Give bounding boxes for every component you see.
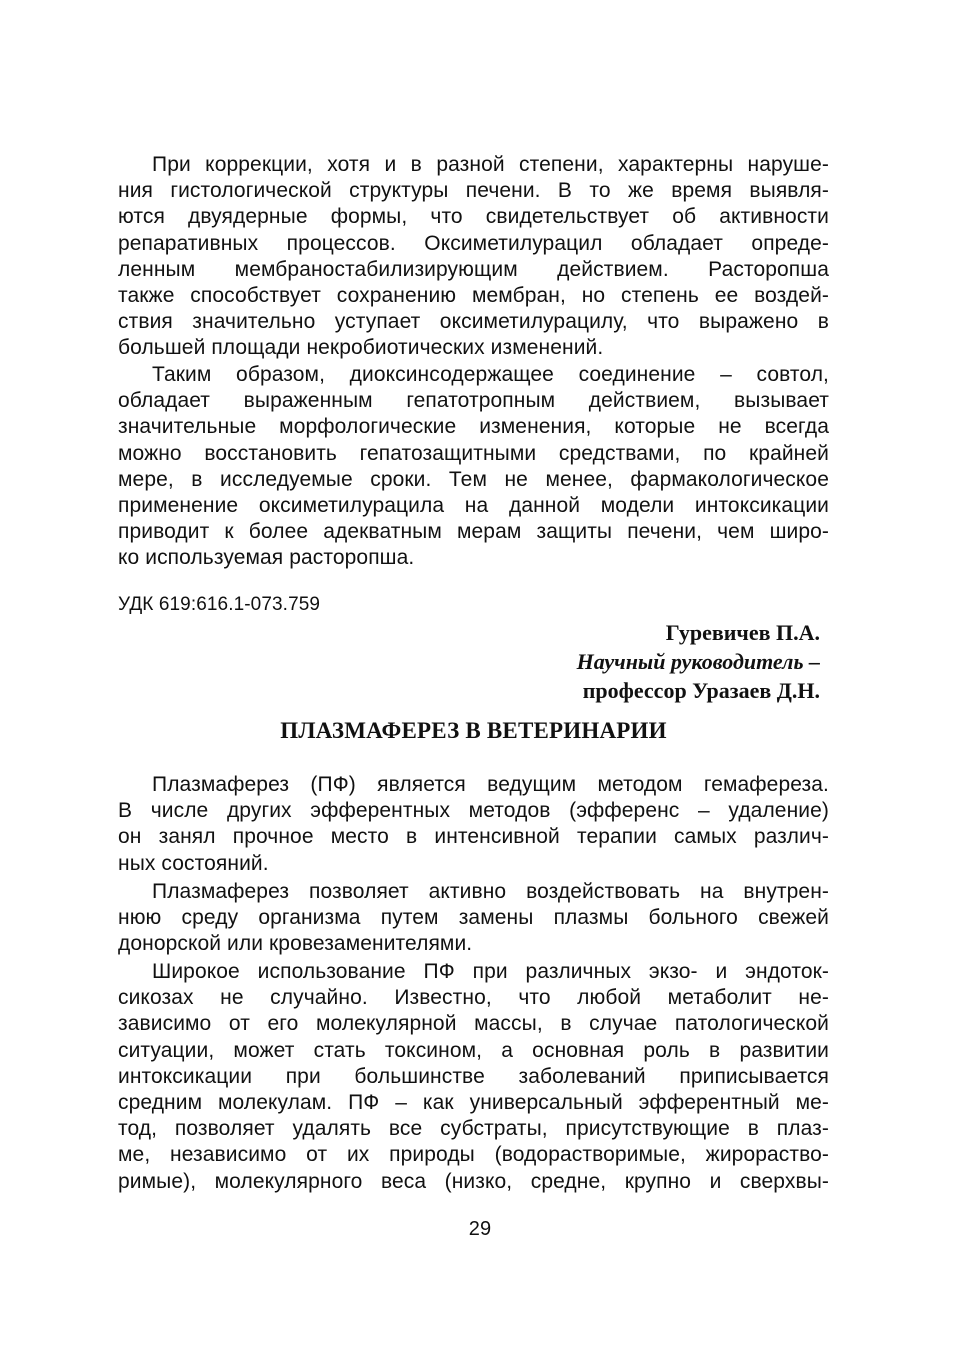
paragraph-conclusion <box>118 362 829 572</box>
text-line: также способствует сохранению мембран, но степень ее воздей- <box>118 283 829 307</box>
text-line: обладает выраженным гепатотропным действием, вызывает <box>118 389 829 413</box>
text-line: сикозах не случайно. Известно, что любой метаболит не- <box>118 986 829 1010</box>
text-line: значительные морфологические изменения, которые не всегда <box>118 415 829 439</box>
udc-code: УДК 619:616.1-073.759 <box>118 594 321 615</box>
page-number: 29 <box>468 1218 492 1240</box>
text-line: зависимо от его молекулярной массы, в случае патологической <box>118 1012 829 1036</box>
text-line: ния гистологической структуры печени. В то же время выявля- <box>118 179 829 203</box>
text-line: Широкое использование ПФ при различных экзо- и эндоток- <box>152 960 829 983</box>
text-line: интоксикации при большинстве заболеваний приписывается <box>118 1064 829 1088</box>
text-line: большей площади некробиотических изменений. <box>118 336 604 360</box>
text-line: приводит к более адекватным мерам защиты печени, чем широ- <box>118 520 829 544</box>
author-block <box>577 618 820 705</box>
paragraph-toxicosis <box>118 959 829 1195</box>
text-line: ных состояний. <box>118 851 269 875</box>
text-line: нюю среду организма путем замены плазмы больного свежей <box>118 906 829 930</box>
text-line: средним молекулам. ПФ – как универсальный эфферентный ме- <box>118 1090 829 1114</box>
text-line: Плазмаферез (ПФ) является ведущим методом гемафереза. <box>152 773 829 796</box>
text-line: ствия значительно уступает оксиметилурацилу, что выражено в <box>118 310 829 334</box>
text-line: Плазмаферез позволяет активно воздействовать на внутрен- <box>152 880 829 903</box>
paragraph-plasmapheresis <box>118 879 829 958</box>
author-name: Гуревичев П.А. <box>665 620 820 645</box>
paragraph-correction <box>118 152 829 362</box>
text-line: ются двуядерные формы, что свидетельствует об активности <box>118 205 829 229</box>
text-line: он занял прочное место в интенсивной терапии самых различ- <box>118 825 829 849</box>
paragraph-intro <box>118 772 829 877</box>
text-line: мере, в исследуемые сроки. Тем не менее, фармакологическое <box>118 467 829 491</box>
supervisor-name: профессор Уразаев Д.Н. <box>582 678 820 703</box>
text-line: Таким образом, диоксинсодержащее соединение – совтол, <box>152 363 829 386</box>
text-line: можно восстановить гепатозащитными средствами, по крайней <box>118 441 829 465</box>
text-line: При коррекции, хотя и в разной степени, характерны наруше- <box>152 153 829 176</box>
text-line: римые), молекулярного веса (низко, средне, крупно и сверхвы- <box>118 1169 829 1193</box>
text-line: ленным мембраностабилизирующим действием. Расторопша <box>118 257 829 281</box>
text-line: ме, независимо от их природы (водорастворимые, жирораство- <box>118 1143 829 1167</box>
text-line: В числе других эфферентных методов (эфференс – удаление) <box>118 799 829 823</box>
text-line: тод, позволяет удалять все субстраты, присутствующие в плаз- <box>118 1117 829 1141</box>
text-line: донорской или кровезаменителями. <box>118 932 473 956</box>
text-line: применение оксиметилурацила на данной модели интоксикации <box>118 493 829 517</box>
article-title: ПЛАЗМАФЕРЕЗ В ВЕТЕРИНАРИИ <box>280 718 667 743</box>
text-line: репаративных процессов. Оксиметилурацил обладает опреде- <box>118 231 829 255</box>
text-line: ко используемая расторопша. <box>118 546 415 570</box>
text-line: ситуации, может стать токсином, а основная роль в развитии <box>118 1038 829 1062</box>
supervisor-label: Научный руководитель – <box>576 649 820 674</box>
